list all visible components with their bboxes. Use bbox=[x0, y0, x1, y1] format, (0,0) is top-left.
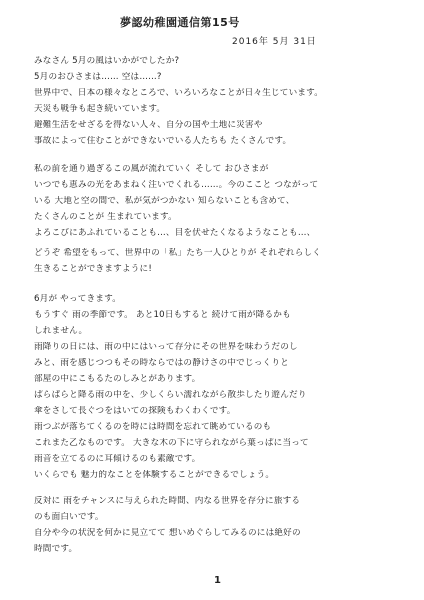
text-line: 避難生活をせざるを得ない人々、自分の国や土地に災害や bbox=[34, 120, 263, 130]
text-line: ぱらぱらと降る雨の中を、少しくらい濡れながら散歩したり遊んだり bbox=[34, 390, 307, 400]
text-line: 5月のおひさまは…… 空は……? bbox=[34, 72, 162, 82]
text-line: しれません。 bbox=[34, 326, 88, 336]
text-line: 世界中で、日本の様々なところで、いろいろなことが日々生じています。 bbox=[34, 88, 324, 98]
newsletter-date: 2016年 5月 31日 bbox=[232, 37, 317, 47]
page-number: 1 bbox=[214, 575, 221, 586]
text-line: たくさんのことが 生まれています。 bbox=[34, 212, 177, 222]
text-line: もうすぐ 雨の季節です。 あと10日もすると 続けて雨が降るかも bbox=[34, 310, 291, 320]
text-line: 雨降りの日には、雨の中にはいって存分にその世界を味わうだのし bbox=[34, 342, 298, 352]
text-line: のも面白いです。 bbox=[34, 512, 104, 522]
text-line: 部屋の中にこもるたのしみとがあります。 bbox=[34, 374, 201, 384]
text-line: みと、雨を感じつつもその時ならではの静けさの中でじっくりと bbox=[34, 358, 289, 368]
text-line: 自分や今の状況を何かに見立てて 想いめぐらしてみるのには絶好の bbox=[34, 528, 301, 538]
text-line: 生きることができますように! bbox=[34, 264, 152, 274]
text-line: よろこびにあふれていることも…、目を伏せたくなるようなことも…、 bbox=[34, 228, 316, 238]
text-line: 時間です。 bbox=[34, 544, 78, 554]
text-line: これまた乙なものです。 大きな木の下に守られながら葉っぱに当って bbox=[34, 438, 309, 448]
text-line: どうぞ 希望をもって、世界中の「私」たち一人ひとりが それぞれらしく bbox=[34, 248, 322, 258]
text-line: 傘をさして長ぐつをはいての探険もわくわくです。 bbox=[34, 406, 236, 416]
text-line: みなさん 5月の風はいかがでしたか? bbox=[34, 56, 180, 66]
text-line: 雨音を立てるのに耳傾けるのも素敵です。 bbox=[34, 454, 201, 464]
text-line: 6月が やってきます。 bbox=[34, 294, 122, 304]
text-line: 雨つぶが落ちてくるのを時には時間を忘れて眺めているのも bbox=[34, 422, 272, 432]
text-line: 事故によって住むことができないでいる人たちも たくさんです。 bbox=[34, 136, 292, 146]
text-line: 私の前を通り過ぎるこの風が流れていく そして おひさまが bbox=[34, 164, 269, 174]
text-line: いる 大地と空の間で、私が気がつかない 知らないことも含めて、 bbox=[34, 196, 295, 206]
newsletter-title: 夢認幼稚園通信第15号 bbox=[120, 16, 240, 29]
text-line: いつでも恵みの光をあまねく注いでくれる……。今のここと つながって bbox=[34, 180, 319, 190]
text-line: 天災も戦争も起き続いています。 bbox=[34, 104, 166, 114]
text-line: いくらでも 魅力的なことを体験することができるでしょう。 bbox=[34, 470, 275, 480]
text-line: 反対に 雨をチャンスに与えられた時間、内なる世界を存分に旅する bbox=[34, 496, 301, 506]
